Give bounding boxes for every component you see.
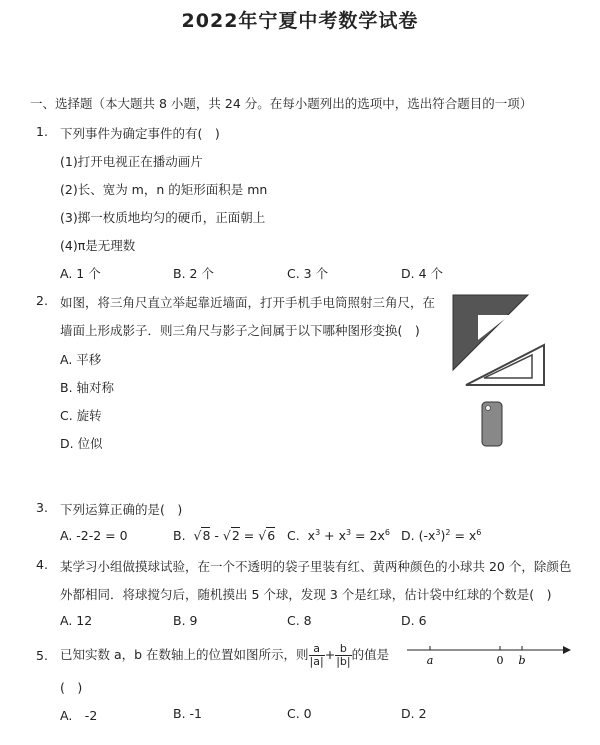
arrow-icon <box>563 646 571 654</box>
phone-icon <box>482 402 502 446</box>
triangle-shadow-figure <box>448 290 568 450</box>
ruler-triangle-inner <box>484 355 532 378</box>
q3-option-c: C. $x^3 + x^3 = 2x^6$ <box>287 528 390 544</box>
q1-number: 1. <box>36 124 48 139</box>
q4-number: 4. <box>36 557 48 572</box>
shadow-triangle-hole <box>478 315 510 340</box>
q5-option-c: C. 0 <box>287 706 312 721</box>
q4-option-a: A. 12 <box>60 613 93 628</box>
q4-stem-line2: 外都相同．将球搅匀后，随机摸出 5 个球，发现 3 个是红球，估计袋中红球的个数是( ) <box>60 587 552 602</box>
axis-label-zero: 0 <box>496 654 504 667</box>
q5-option-d: D. 2 <box>401 706 427 721</box>
q3-option-a: A. -2-2 = 0 <box>60 528 128 543</box>
q3-option-b: B. √8 - √2 = √6 <box>173 528 276 543</box>
q1-option-d: D. 4 个 <box>401 266 443 281</box>
q5-option-b: B. -1 <box>173 706 202 721</box>
fraction-b: $\frac{b}{|b|}$ <box>336 642 351 668</box>
q4-option-d: D. 6 <box>401 613 427 628</box>
axis-label-a: a <box>426 654 434 667</box>
q2-option-d: D. 位似 <box>60 436 103 451</box>
q4-option-c: C. 8 <box>287 613 312 628</box>
q2-stem-line1: 如图，将三角尺直立举起靠近墙面，打开手机手电筒照射三角尺，在 <box>60 295 436 310</box>
q5-stem-line2: ( ) <box>60 680 83 695</box>
q3-stem: 下列运算正确的是( ) <box>60 502 183 517</box>
q5-stem: 已知实数 a，b 在数轴上的位置如图所示，则 $\frac{a}{|a|}$ + $\frac{b}{|b|}$ 的值是 <box>60 642 390 668</box>
flashlight-dot <box>486 406 491 411</box>
q3-number: 3. <box>36 500 48 515</box>
q1-item: (3)掷一枚质地均匀的硬币，正面朝上 <box>60 210 266 225</box>
q1-option-a: A. 1 个 <box>60 266 101 281</box>
axis-label-b: b <box>518 654 526 667</box>
q5-option-a: A. -2 <box>60 708 98 723</box>
q1-item: (2)长、宽为 m，n 的矩形面积是 mn <box>60 182 268 197</box>
q4-stem-line1: 某学习小组做摸球试验，在一个不透明的袋子里装有红、黄两种颜色的小球共 20 个，除颜色 <box>60 559 572 574</box>
fraction-a: $\frac{a}{|a|}$ <box>309 642 324 668</box>
q1-stem: 下列事件为确定事件的有( ) <box>60 126 220 141</box>
q2-stem-line2: 墙面上形成影子．则三角尺与影子之间属于以下哪种图形变换( ) <box>60 323 420 338</box>
page-title: 2022年宁夏中考数学试卷 <box>181 10 419 32</box>
q1-item: (1)打开电视正在播动画片 <box>60 154 203 169</box>
q2-option-c: C. 旋转 <box>60 408 102 423</box>
q1-item: (4)π是无理数 <box>60 238 136 253</box>
section-heading: 一、选择题（本大题共 8 小题，共 24 分。在每小题列出的选项中，选出符合题目的一项） <box>30 96 533 111</box>
q1-option-b: B. 2 个 <box>173 266 214 281</box>
q3-option-d: D. $(-x^3)^2 = x^6$ <box>401 528 482 544</box>
q1-option-c: C. 3 个 <box>287 266 329 281</box>
q2-option-b: B. 轴对称 <box>60 380 115 395</box>
number-line-figure <box>405 642 575 668</box>
q4-option-b: B. 9 <box>173 613 198 628</box>
q2-option-a: A. 平移 <box>60 352 102 367</box>
q5-number: 5. <box>36 648 48 663</box>
q2-number: 2. <box>36 293 48 308</box>
